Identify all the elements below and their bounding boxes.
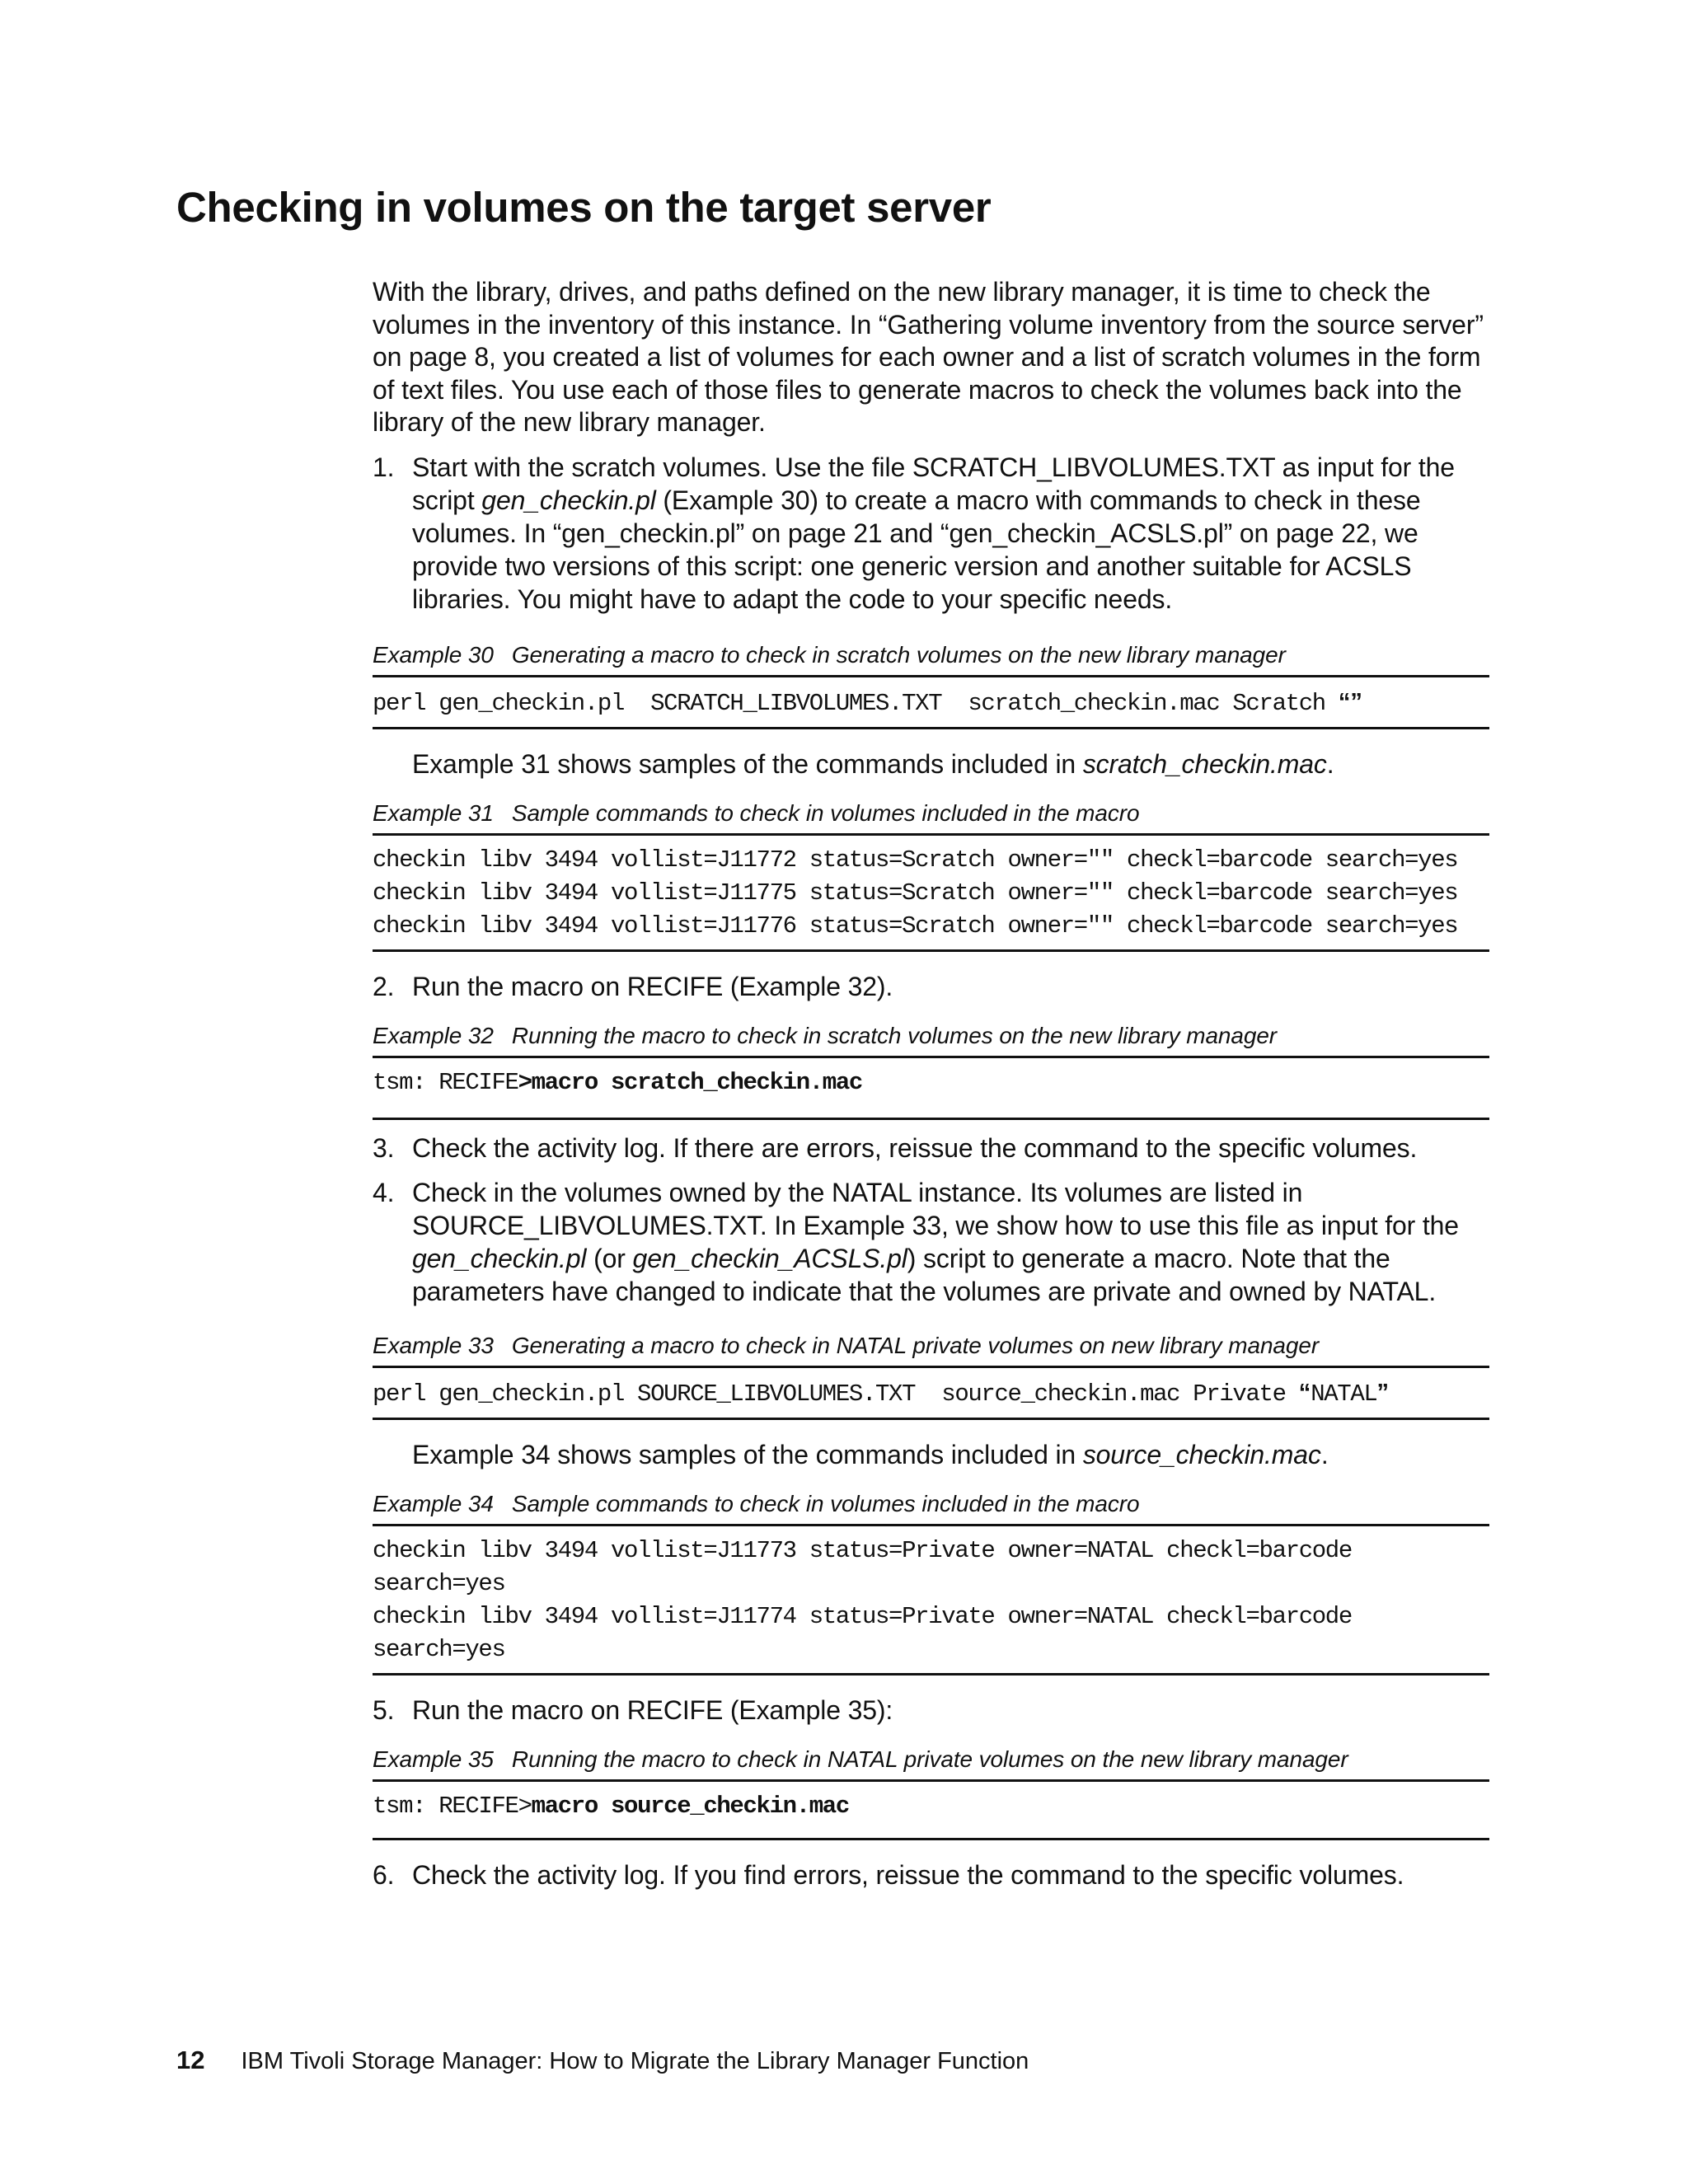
example-33: [373, 1331, 1489, 1420]
example-35: [373, 1745, 1489, 1840]
example-caption-text: Generating a macro to check in scratch volumes on the new library manager: [511, 641, 1286, 668]
example-caption-text: Sample commands to check in volumes included in the macro: [511, 1490, 1140, 1516]
code-block: [373, 1524, 1489, 1675]
step-text: Check the activity log. If there are errors, reissue the command to the specific volumes.: [412, 1132, 1418, 1163]
example-caption-text: Running the macro to check in scratch volumes on the new library manager: [511, 1022, 1278, 1048]
script-name: gen_checkin_ACSLS.pl: [632, 1243, 907, 1273]
code-quote-close: ”: [1376, 1379, 1389, 1406]
example-34-intro: [373, 1438, 1489, 1471]
example-label: Example 30: [373, 641, 494, 668]
step-text: Check in the volumes owned by the NATAL instance. Its volumes are listed in SOURCE_LIBVOLUMES.TXT. In Example 33, we show how to use this file as input for the: [412, 1177, 1459, 1240]
step-number: 2.: [373, 971, 395, 1001]
step-number: 4.: [373, 1177, 395, 1207]
code-command: macro source_checkin.mac: [531, 1792, 849, 1820]
file-name: source_checkin.mac: [1082, 1439, 1321, 1469]
example-34: [373, 1489, 1489, 1675]
step-6: [373, 1858, 1489, 1891]
step-text: Run the macro on RECIFE (Example 32).: [412, 971, 893, 1001]
code-block: [373, 1779, 1489, 1840]
code-block: [373, 1366, 1489, 1420]
intro-paragraph: With the library, drives, and paths defined on the new library manager, it is time to check the volumes in the inventory of this instance. In “Gathering volume inventory from the source server” on page 8, you created a list of volumes for each owner and a list of scratch volumes in the form of text files. You use each of those files to generate macros to check the volumes back into the library of the new library manager.: [373, 277, 1484, 437]
code-line: checkin libv 3494 vollist=J11773 status=Private owner=NATAL checkl=barcode: [373, 1536, 1352, 1564]
example-caption: [373, 1021, 1489, 1051]
example-label: Example 34: [373, 1490, 494, 1516]
code-line: search=yes: [373, 1569, 505, 1597]
file-name: scratch_checkin.mac: [1082, 748, 1327, 779]
code-line: checkin libv 3494 vollist=J11772 status=Scratch owner="" checkl=barcode search=yes: [373, 846, 1458, 874]
code-quote: “”: [1338, 688, 1362, 715]
example-label: Example 33: [373, 1332, 494, 1358]
step-text: Start with the scratch volumes. Use the file SCRATCH_LIBVOLUMES.TXT as input for the script: [412, 452, 1455, 515]
step-2: [373, 970, 1489, 1003]
step-number: 3.: [373, 1132, 395, 1163]
code-line: perl gen_checkin.pl SOURCE_LIBVOLUMES.TXT source_checkin.mac Private: [373, 1380, 1299, 1408]
intro-text: Example 34 shows samples of the commands included in: [412, 1439, 1083, 1469]
code-quote-open: “: [1298, 1379, 1311, 1406]
book-title: IBM Tivoli Storage Manager: How to Migrate the Library Manager Function: [241, 2048, 1029, 2074]
step-text: Run the macro on RECIFE (Example 35):: [412, 1694, 893, 1725]
step-number: 5.: [373, 1694, 395, 1725]
code-line: checkin libv 3494 vollist=J11774 status=Private owner=NATAL checkl=barcode: [373, 1602, 1352, 1630]
intro-text-end: .: [1320, 1439, 1329, 1469]
example-label: Example 31: [373, 799, 494, 826]
example-caption-text: Sample commands to check in volumes included in the macro: [511, 799, 1140, 826]
code-block: [373, 833, 1489, 952]
code-prompt: tsm: RECIFE>: [373, 1792, 532, 1820]
example-label: Example 35: [373, 1746, 494, 1772]
example-31: [373, 799, 1489, 952]
step-3: [373, 1132, 1489, 1165]
example-caption: [373, 1745, 1489, 1774]
body-content: [373, 276, 1489, 1891]
code-block: [373, 1056, 1489, 1120]
code-block: [373, 675, 1489, 729]
code-line: search=yes: [373, 1635, 505, 1663]
page-number: 12: [176, 2046, 205, 2074]
intro-text: Example 31 shows samples of the commands included in: [412, 748, 1083, 779]
code-line: checkin libv 3494 vollist=J11776 status=Scratch owner="" checkl=barcode search=yes: [373, 912, 1458, 940]
example-caption-text: Generating a macro to check in NATAL private volumes on new library manager: [511, 1332, 1320, 1358]
script-name: gen_checkin.pl: [481, 485, 656, 515]
step-number: 1.: [373, 452, 395, 482]
step-number: 6.: [373, 1859, 395, 1890]
step-text: (or: [586, 1243, 633, 1273]
intro-text-end: .: [1326, 748, 1334, 779]
code-owner: NATAL: [1311, 1380, 1377, 1408]
example-label: Example 32: [373, 1022, 494, 1048]
example-caption: [373, 799, 1489, 828]
example-caption: [373, 1331, 1489, 1361]
script-name: gen_checkin.pl: [412, 1243, 587, 1273]
page-footer: [176, 2046, 1029, 2076]
code-line: checkin libv 3494 vollist=J11775 status=Scratch owner="" checkl=barcode search=yes: [373, 879, 1458, 907]
example-30: [373, 640, 1489, 729]
page-title: Checking in volumes on the target server: [176, 184, 992, 231]
example-caption: [373, 640, 1489, 670]
step-text: (Example 30) to create a macro with commands to check in these volumes. In “gen_checkin.pl” on page 21 and “gen_checkin_ACSLS.pl” on page 22, we provide two versions of this script: one generic version and another suitable for ACSLS libraries. You might have to adapt the code to your specific needs.: [412, 485, 1421, 614]
example-32: [373, 1021, 1489, 1120]
step-5: [373, 1694, 1489, 1727]
example-caption: [373, 1489, 1489, 1519]
step-1: [373, 451, 1489, 616]
example-caption-text: Running the macro to check in NATAL private volumes on the new library manager: [511, 1746, 1348, 1772]
code-prompt: tsm: RECIFE: [373, 1068, 518, 1096]
step-text: Check the activity log. If you find errors, reissue the command to the specific volumes.: [412, 1859, 1404, 1890]
code-line: perl gen_checkin.pl SCRATCH_LIBVOLUMES.TXT scratch_checkin.mac Scratch: [373, 689, 1339, 717]
code-command: >macro scratch_checkin.mac: [518, 1068, 862, 1096]
step-4: [373, 1176, 1489, 1308]
example-31-intro: [373, 748, 1489, 780]
step-text: ) script to generate a macro. Note that the parameters have changed to indicate that the volumes are private and owned by NATAL.: [412, 1243, 1437, 1306]
